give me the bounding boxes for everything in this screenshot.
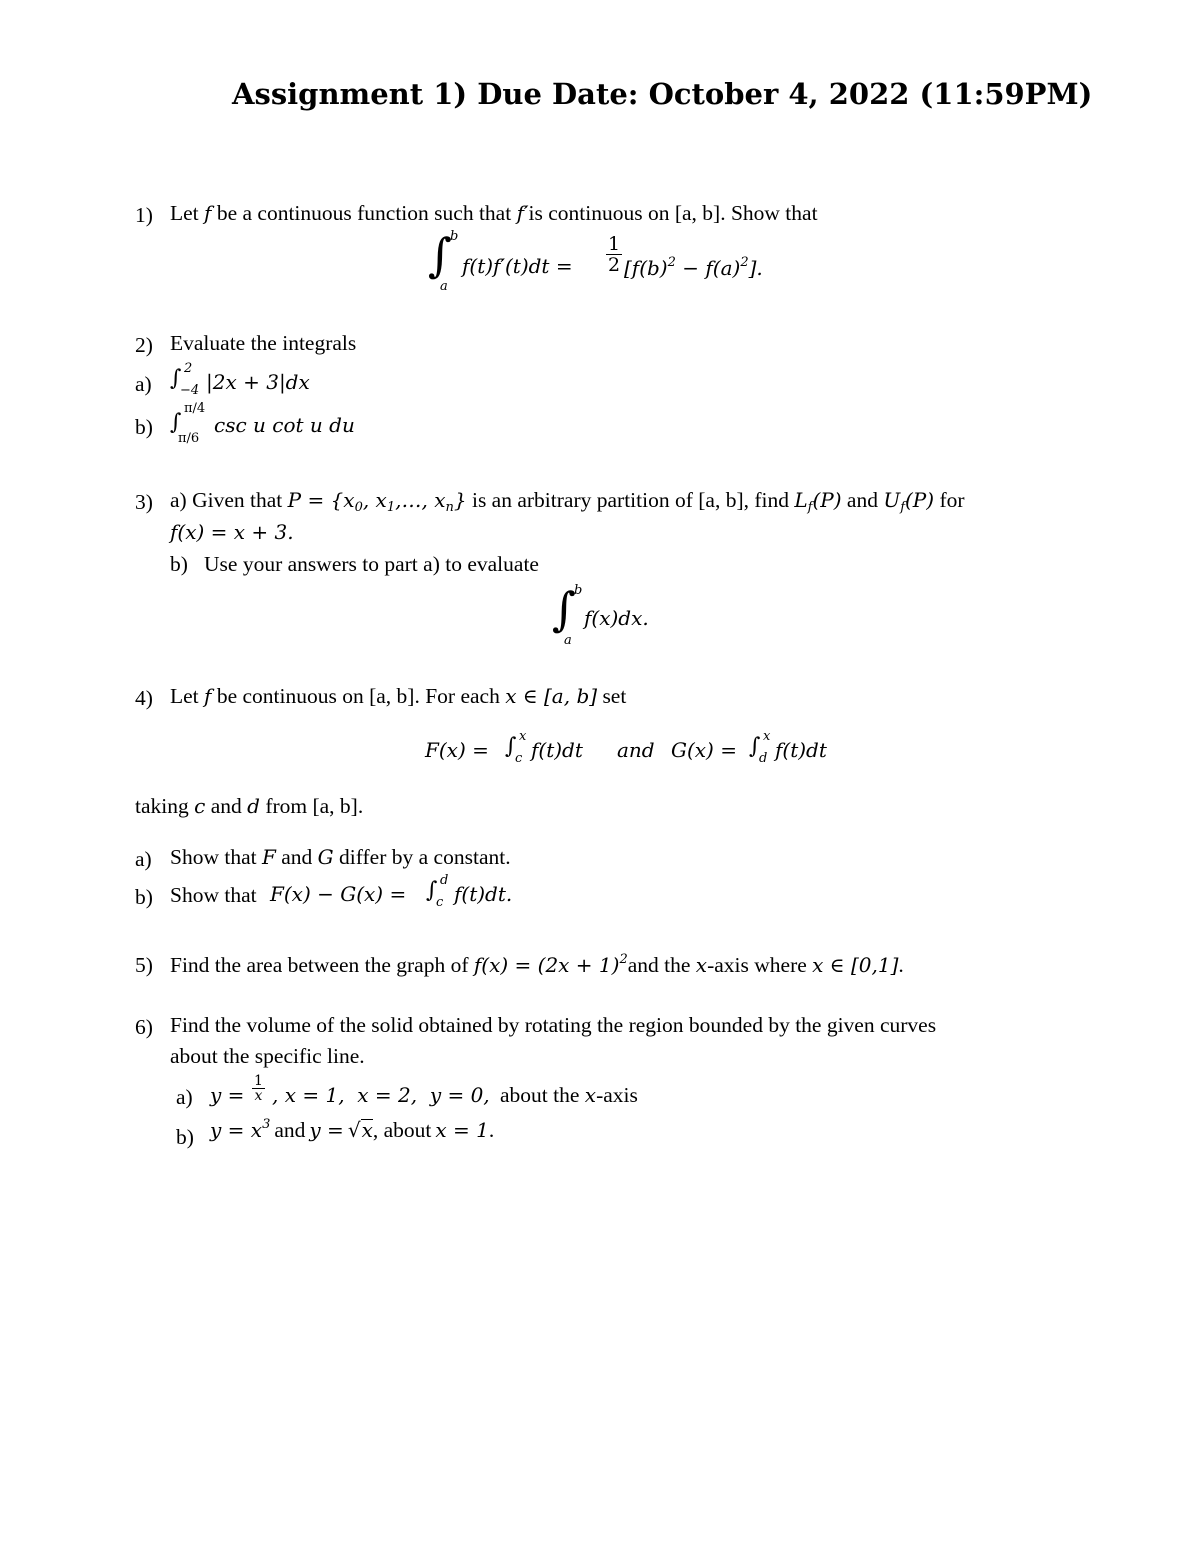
question-text-line-2: about the specific line. [170,1044,365,1068]
function-definition: f(x) = x + 3. [170,520,294,544]
math-f-prime: f′ [516,201,529,225]
question-number: 5) [135,953,153,977]
part-label: a) [135,847,152,871]
part-b-text: Show that F(x) − G(x) = ∫ d c f(t)dt. [170,873,513,910]
question-number: 4) [135,686,153,710]
part-a-integral [170,362,370,398]
fraction-half: $\frac{1}{2}$ [608,233,621,276]
question-number: 1) [135,203,153,227]
rhs-expression: $[f(b)^2 - f(a)^2]$. [624,255,763,280]
part-label: a) [176,1085,193,1109]
question-number: 6) [135,1015,153,1039]
text: be a continuous function such that [216,201,512,225]
upper-limit: 2 [184,361,193,376]
part-a-text: y = $\frac{1}{x}$ , x = 1, x = 2, y = 0, about the x-axis [210,1073,638,1107]
part-b-text: b) Use your answers to part a) to evaluate [170,552,539,576]
question-text [170,203,818,225]
integrand: f(x)dx. [584,606,649,630]
equation-4: F(x) = ∫ x c f(t)dt and G(x) = ∫ x d f(t)dt [425,729,827,766]
lower-limit: a [440,279,448,294]
fraction-one-over-x: $\frac{1}{x}$ [254,1073,263,1104]
question-text: Evaluate the integrals [170,331,357,355]
part-label: b) [135,885,153,909]
part-label: b) [135,415,153,439]
question-text: Let f be continuous on [a, b]. For each x ∈ [a, b] set [170,684,627,708]
integral-sign: ∫ [428,228,452,282]
integral-sign: ∫ [505,734,517,759]
taking-text: taking c and d from [a, b]. [135,794,364,818]
question-number: 2) [135,333,153,357]
question-number: 3) [135,490,153,514]
lower-limit: a [564,633,572,648]
equation-1 [428,228,808,298]
text: Let [170,201,199,225]
upper-limit: b [450,229,459,244]
part-b-text: $y = x^3$ and y = √x, about x = 1. [210,1117,495,1142]
partition-set: $P = \{x_0$, $x_1,\dots$, $x_n$} [287,488,467,515]
text: is continuous on [a, b]. Show that [528,201,818,225]
part-b-integral [170,402,410,450]
integral-sign: ∫ [426,878,438,903]
integral-sign: ∫ [170,366,182,391]
question-text: Find the area between the graph of $f(x) = (2x + 1)^2and$ the x-axis where x ∈ [0,1]. [170,952,904,977]
math-f: f [204,201,212,225]
sqrt-symbol: √ [347,1118,361,1142]
part-label: a) [135,372,152,396]
lower-limit: −4 [180,383,200,398]
question-text-line-1: Find the volume of the solid obtained by rotating the region bounded by the given curves [170,1013,937,1037]
upper-limit: π/4 [184,401,206,416]
integral-sign: ∫ [749,734,761,759]
integral-sign: ∫ [552,582,576,636]
integrand: f(t)f′(t)dt = [462,254,573,278]
upper-limit: b [574,583,583,598]
part-a-text: Show that F and G differ by a constant. [170,845,511,869]
integral-sign: ∫ [170,410,182,435]
page-title: Assignment 1) Due Date: October 4, 2022 (11:59PM) [232,77,1093,111]
equation-3 [552,584,692,650]
integrand: csc u cot u du [214,413,355,437]
part-label: b) [176,1125,194,1149]
question-text: a) Given that $P = \{x_0$, $x_1,\dots$, $x_n$} is an arbitrary partition of [a, b], find $L_f(P)$ and $U_f(P)$ for [170,488,965,515]
lower-limit: π/6 [178,431,200,446]
integrand: |2x + 3|dx [206,370,310,394]
